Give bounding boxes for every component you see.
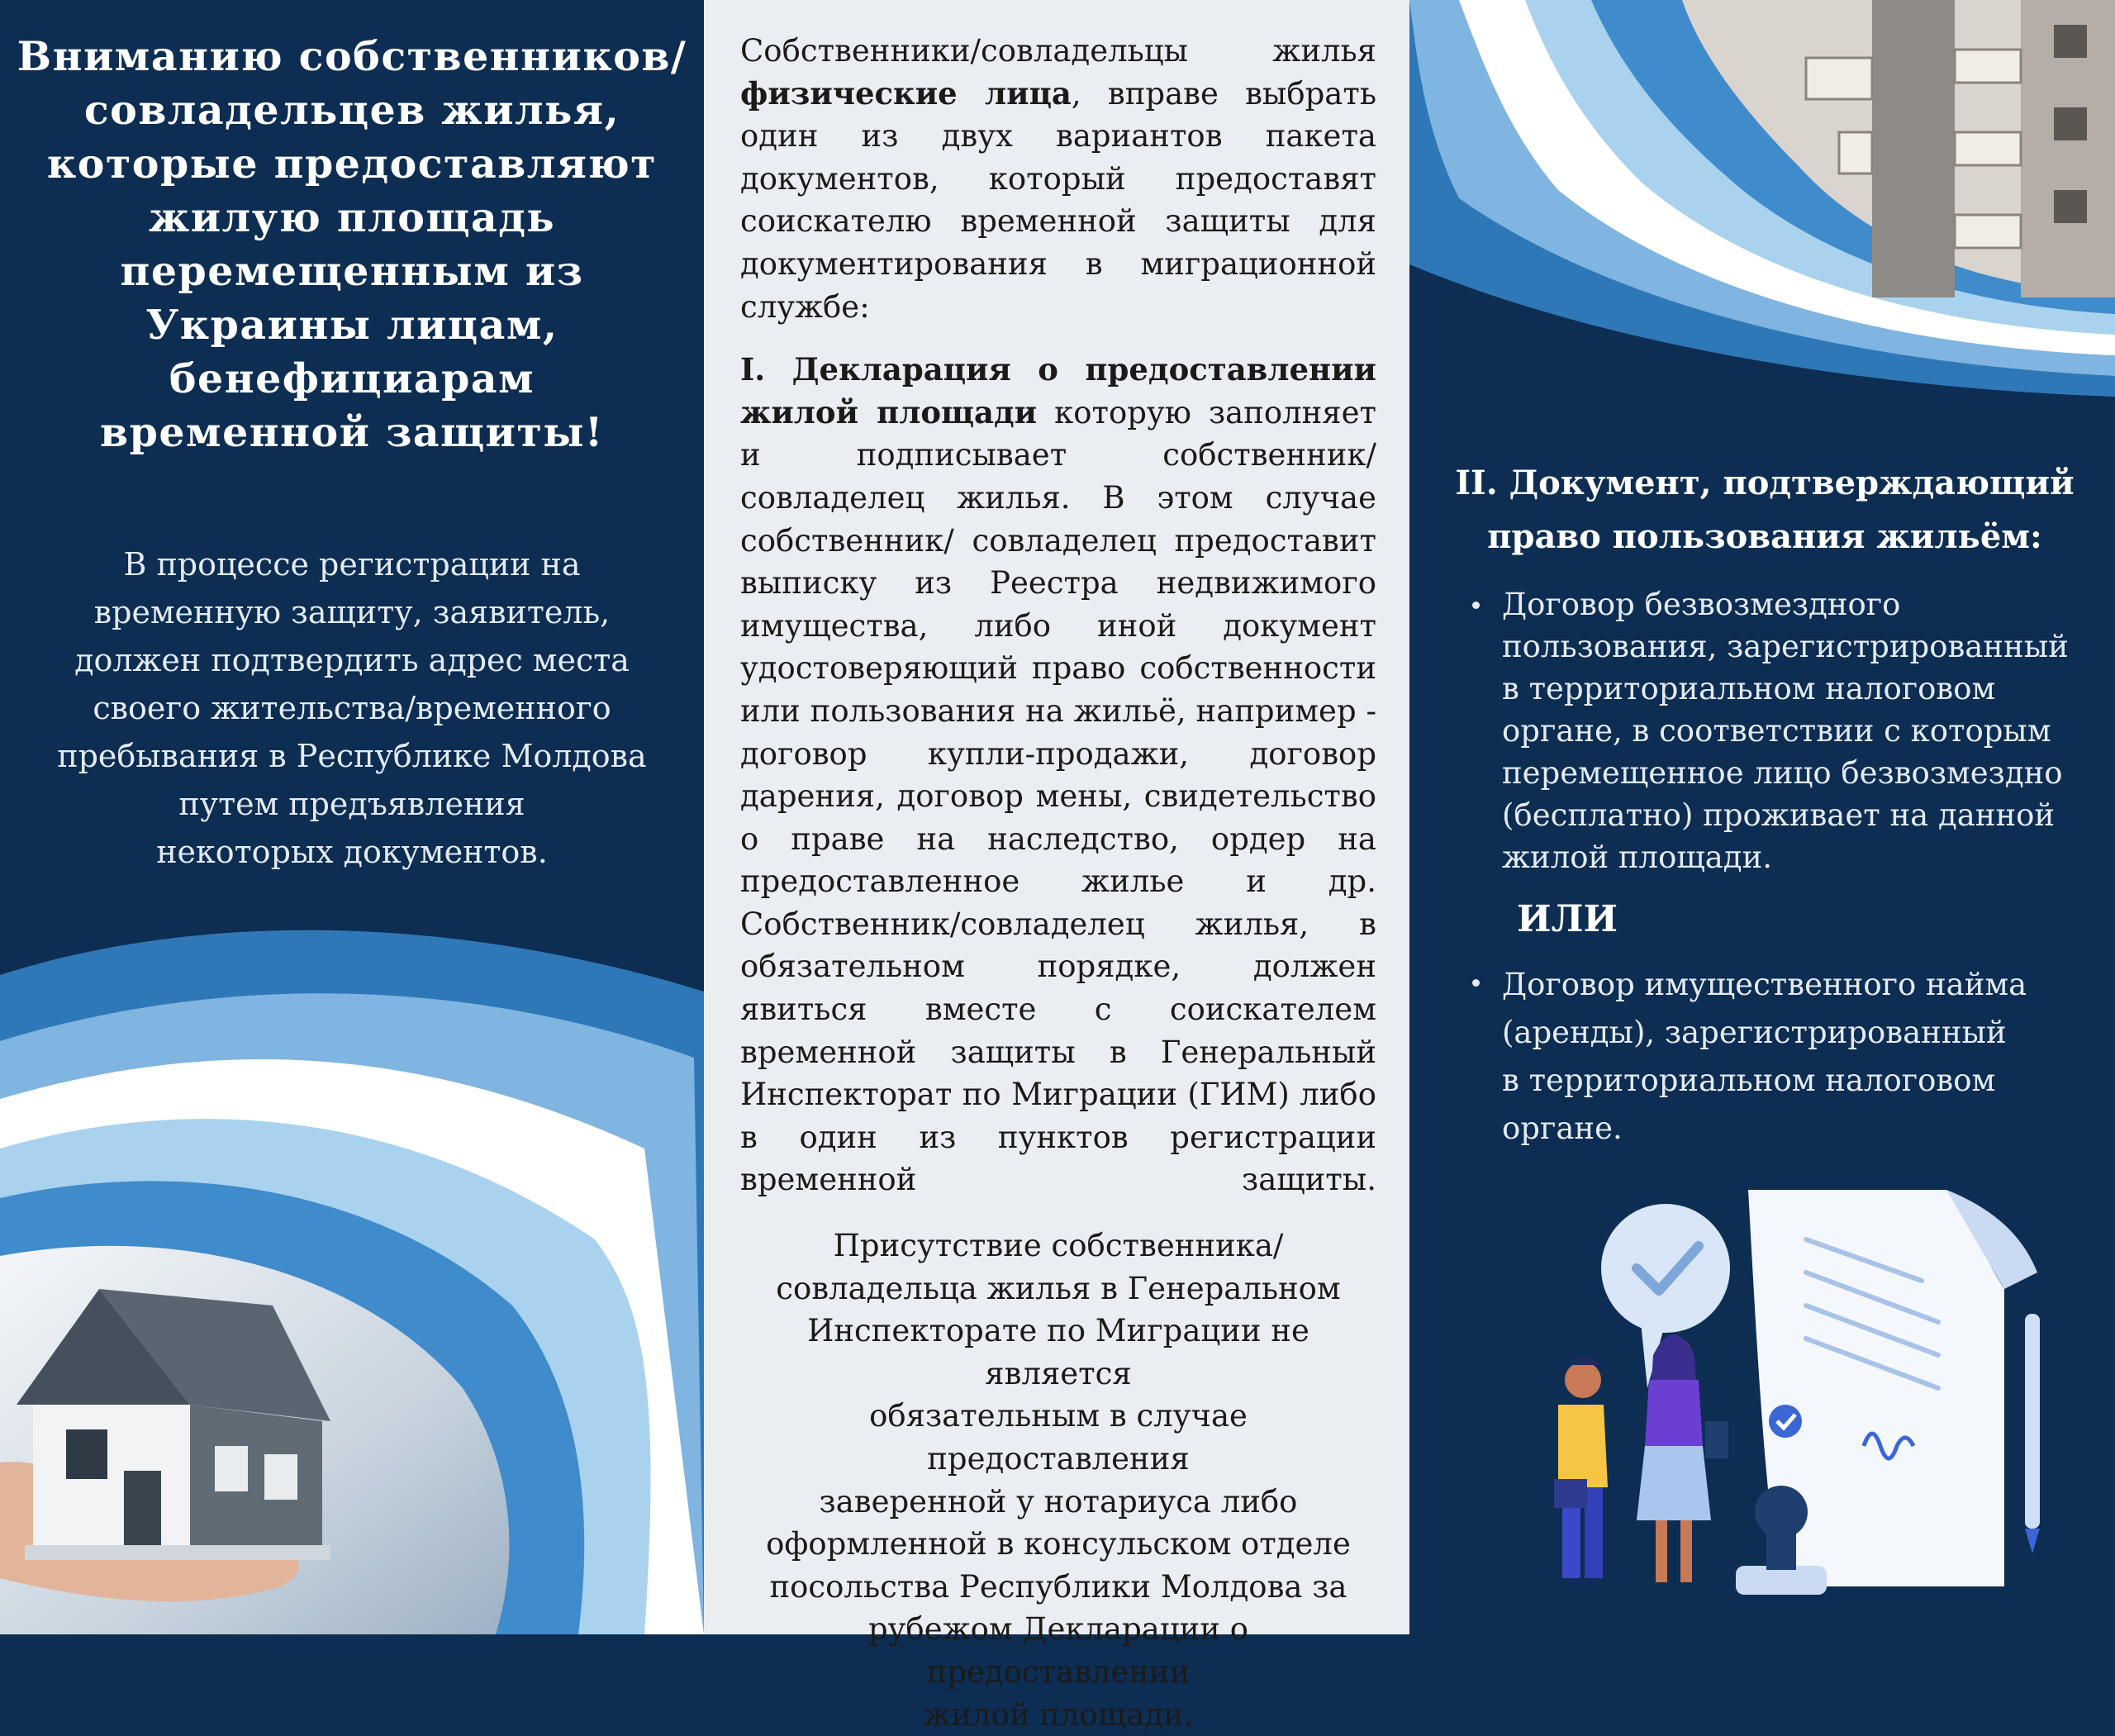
heading-line: право пользования жильём: [1487,517,2042,556]
folder-icon [1705,1421,1728,1458]
person-man-leg [1585,1487,1603,1578]
item-line: (аренды), зарегистрированный [1502,1015,2007,1050]
contract-signing-illustration [1558,1173,2070,1611]
spacer [740,1201,1376,1225]
intro-line: В процессе регистрации на [123,546,581,583]
item-line: органе, в соответствии с которым [1502,713,2051,749]
house-in-hand-photo [0,925,704,1634]
list-item [1464,583,2092,878]
intro-line: путем предъявления [178,786,525,822]
item-line: в территориальном налоговом [1502,1063,1996,1098]
house-front-wall [33,1405,190,1545]
item-line: (бесплатно) проживает на данной [1502,797,2056,833]
document-list [1464,961,2092,1153]
text-run: которую заполняет и подписывает собственник/совладелец жилья. В этом случае собственник/ совладелец предоставит выписку из Реестра недвижимого имущества, либо иной документ удостоверяющий право собственности или пользования на жильё, например - договор купли-продажи, договор дарения, договор мены, свидетельство о праве на наследство, ордер на предоставленное жилье и др. [740,394,1376,900]
house-window [66,1429,107,1479]
house-base [25,1545,330,1560]
intro-line: некоторых документов. [156,834,548,870]
title-line: жилую площадь [148,193,556,241]
notary-line: Инспекторате по Миграции не является [807,1313,1309,1391]
or-label: ИЛИ [1517,898,1618,940]
text-run: Собственники/совладельцы жилья [740,33,1376,69]
pen-tip [2025,1529,2040,1553]
house-side-wall [190,1405,322,1553]
paragraph-attendance: Собственник/совладелец жилья, в обязательном порядке, должен явиться вместе с соискателем временной защиты в Генеральный Инспекторат по Миграции (ГИМ) либо в один из пунктов регистрации временной защиты. [740,906,1376,1198]
person-woman-skirt [1637,1446,1711,1520]
bold-text: I. Декларация о предоставлении жилой площади [740,351,1376,430]
bold-text: физические лица [740,74,1072,112]
stamp-icon [1755,1486,1808,1539]
building-column [1872,0,1955,297]
item-line: в территориальном налоговом [1502,671,1996,706]
title-line: Украины лицам, [145,301,558,349]
person-woman-leg [1656,1520,1667,1582]
intro-line: временную защиту, заявитель, [93,594,611,630]
notary-line: оформленной в консульском отделе [766,1526,1351,1562]
heading-line: II. Документ, подтверждающий [1455,464,2075,502]
intro-line: пребывания в Республике Молдова [57,738,647,774]
title-line: бенефициарам [169,354,535,402]
person-woman-leg [1680,1520,1692,1582]
text-run: , вправе выбрать один из двух вариантов пакета документов, который предоставят соискателю временной защиты для документирования в миграционной службе: [740,75,1376,325]
briefcase-icon [1554,1479,1587,1508]
stamp-base [1736,1566,1827,1595]
person-woman-top [1645,1380,1703,1446]
right-panel [1409,0,2115,1634]
list-item [1464,961,2092,1153]
spacer [740,328,1376,349]
paragraph-owners [740,30,1376,328]
pen-icon [2025,1314,2040,1529]
item-line: перемещенное лицо безвозмездно [1502,755,2063,791]
house-window [215,1446,248,1491]
left-panel [0,0,704,1634]
person-man-shirt [1558,1405,1608,1487]
paragraph-notary [740,1225,1376,1736]
item-line: Договор имущественного найма [1502,967,2027,1002]
person-man-head [1565,1362,1601,1398]
apartment-building-photo [1409,0,2115,413]
title-line: совладельцев жилья, [83,86,620,134]
person-man-hair [1568,1356,1601,1365]
item-line: жилой площади. [1502,839,1773,875]
paragraph-declaration [740,349,1376,903]
intro-line: своего жительства/временного [93,690,611,726]
middle-panel [704,0,1409,1733]
intro-line: должен подтвердить адрес места [74,642,630,678]
approved-icon [1769,1405,1802,1438]
middle-text-column [740,30,1376,1736]
notary-line: рубежом Декларации о предоставлении [867,1611,1249,1690]
house-door [124,1471,161,1545]
speech-bubble [1601,1204,1730,1333]
title-line: которые предоставляют [46,140,658,188]
building-windows [2054,25,2087,223]
house-window [264,1454,297,1500]
title-line: Вниманию собственников/ [17,32,687,80]
document-list [1464,583,2092,878]
item-line: органе. [1502,1111,1623,1146]
title-line: перемещенным из [120,247,584,295]
intro-paragraph [33,540,671,876]
notary-line: Присутствие собственника/ [833,1228,1284,1264]
title-line: временной защиты! [100,408,604,456]
leaflet-title [17,30,687,459]
item-line: пользования, зарегистрированный [1502,629,2069,664]
notary-line: жилой площади. [923,1696,1194,1733]
section-two-heading [1451,456,2079,564]
item-line: Договор безвозмездного [1502,587,1901,622]
notary-line: совладельца жилья в Генеральном [776,1270,1341,1306]
notary-line: обязательным в случае предоставления [869,1398,1248,1477]
notary-line: заверенной у нотариуса либо [819,1483,1298,1520]
notary-line: посольства Республики Молдова за [769,1568,1347,1605]
